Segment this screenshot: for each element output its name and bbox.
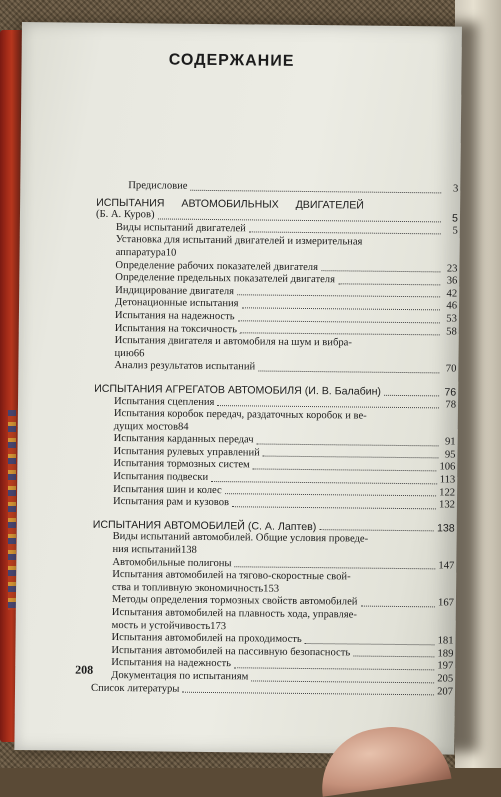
list-item: Индицирование двигателя 42 <box>115 284 458 300</box>
section-title: ИСПЫТАНИЯ АВТОМОБИЛЬНЫХ ДВИГАТЕЛЕЙ <box>96 196 364 212</box>
list-item: Виды испытаний двигателей 5 <box>115 221 458 237</box>
list-item: Испытания на токсичность 58 <box>114 322 457 338</box>
section-page: 138 <box>436 522 455 535</box>
list-item: Испытания рулевых управлений 95 <box>113 445 456 461</box>
list-item: Детонационные испытания 46 <box>115 297 458 312</box>
list-item: Испытания подвески 113 <box>113 471 456 486</box>
toc-section-engines <box>96 196 458 225</box>
toc-entry-title: Предисловие <box>128 180 188 192</box>
page-title: СОДЕРЖАНИЕ <box>168 51 295 70</box>
list-item: Испытания автомобилей на тягово-скоростные свой- ства и топливную экономичность 153 <box>112 569 351 595</box>
toc-list-s2 <box>93 395 456 512</box>
section-page: 5 <box>451 212 459 225</box>
list-item: Определение предельных показателей двигателя 36 <box>115 272 458 287</box>
list-item: Испытания карданных передач 91 <box>113 433 456 448</box>
list-item: Автомобильные полигоны 147 <box>112 556 455 572</box>
list-item: Испытания автомобилей на проходимость 181 <box>111 632 454 647</box>
list-item: Методы определения тормозных свойств автомобилей 167 <box>111 594 454 609</box>
list-item: Анализ результатов испытаний 70 <box>114 360 457 375</box>
list-item: Виды испытаний автомобилей. Общие условия проведе- ния испытаний 138 <box>112 531 369 556</box>
list-item: Испытания рам и кузовов 132 <box>112 496 456 511</box>
list-item: Испытания сцепления 78 <box>113 395 457 411</box>
list-item: Испытания на надежность 53 <box>114 309 457 325</box>
list-item: Испытания автомобилей на плавность хода, управляе- мость и устойчивость 173 <box>111 606 357 632</box>
list-item: Испытания коробок передач, раздаточных коробок и ве- дущих мостов 84 <box>113 408 367 433</box>
table-of-contents <box>91 180 458 699</box>
list-item: Испытания шин и колес 122 <box>113 483 456 499</box>
toc-entry-literature <box>91 682 453 698</box>
book-page <box>14 22 462 755</box>
list-item: Испытания на надежность 197 <box>111 657 454 672</box>
list-item: Документация по испытаниям 205 <box>111 669 454 685</box>
list-item: Установка для испытаний двигателей и измерительная аппаратура 10 <box>115 234 363 259</box>
toc-entry-preface <box>96 180 458 196</box>
section-title: ИСПЫТАНИЯ АГРЕГАТОВ АВТОМОБИЛЯ (И. В. Балабин) <box>94 382 382 398</box>
page-number: 208 <box>75 662 94 677</box>
toc-entry-title: Список литературы <box>90 682 180 695</box>
section-title: ИСПЫТАНИЯ АВТОМОБИЛЕЙ (С. А. Лаптев) <box>92 518 317 533</box>
toc-list-s1 <box>94 222 458 377</box>
toc-entry-page: 207 <box>437 685 454 698</box>
list-item: Испытания тормозных систем 106 <box>113 458 456 474</box>
list-item: Испытания двигателя и автомобиля на шум и вибра- цию 66 <box>114 335 352 360</box>
toc-entry-page: 3 <box>452 183 459 195</box>
section-author: (Б. А. Куров) <box>95 208 155 221</box>
section-page: 76 <box>444 386 457 399</box>
toc-list-s3 <box>91 531 455 686</box>
list-item: Испытания автомобилей на пассивную безопасность 189 <box>111 644 454 660</box>
list-item: Определение рабочих показателей двигателя 23 <box>115 259 458 275</box>
